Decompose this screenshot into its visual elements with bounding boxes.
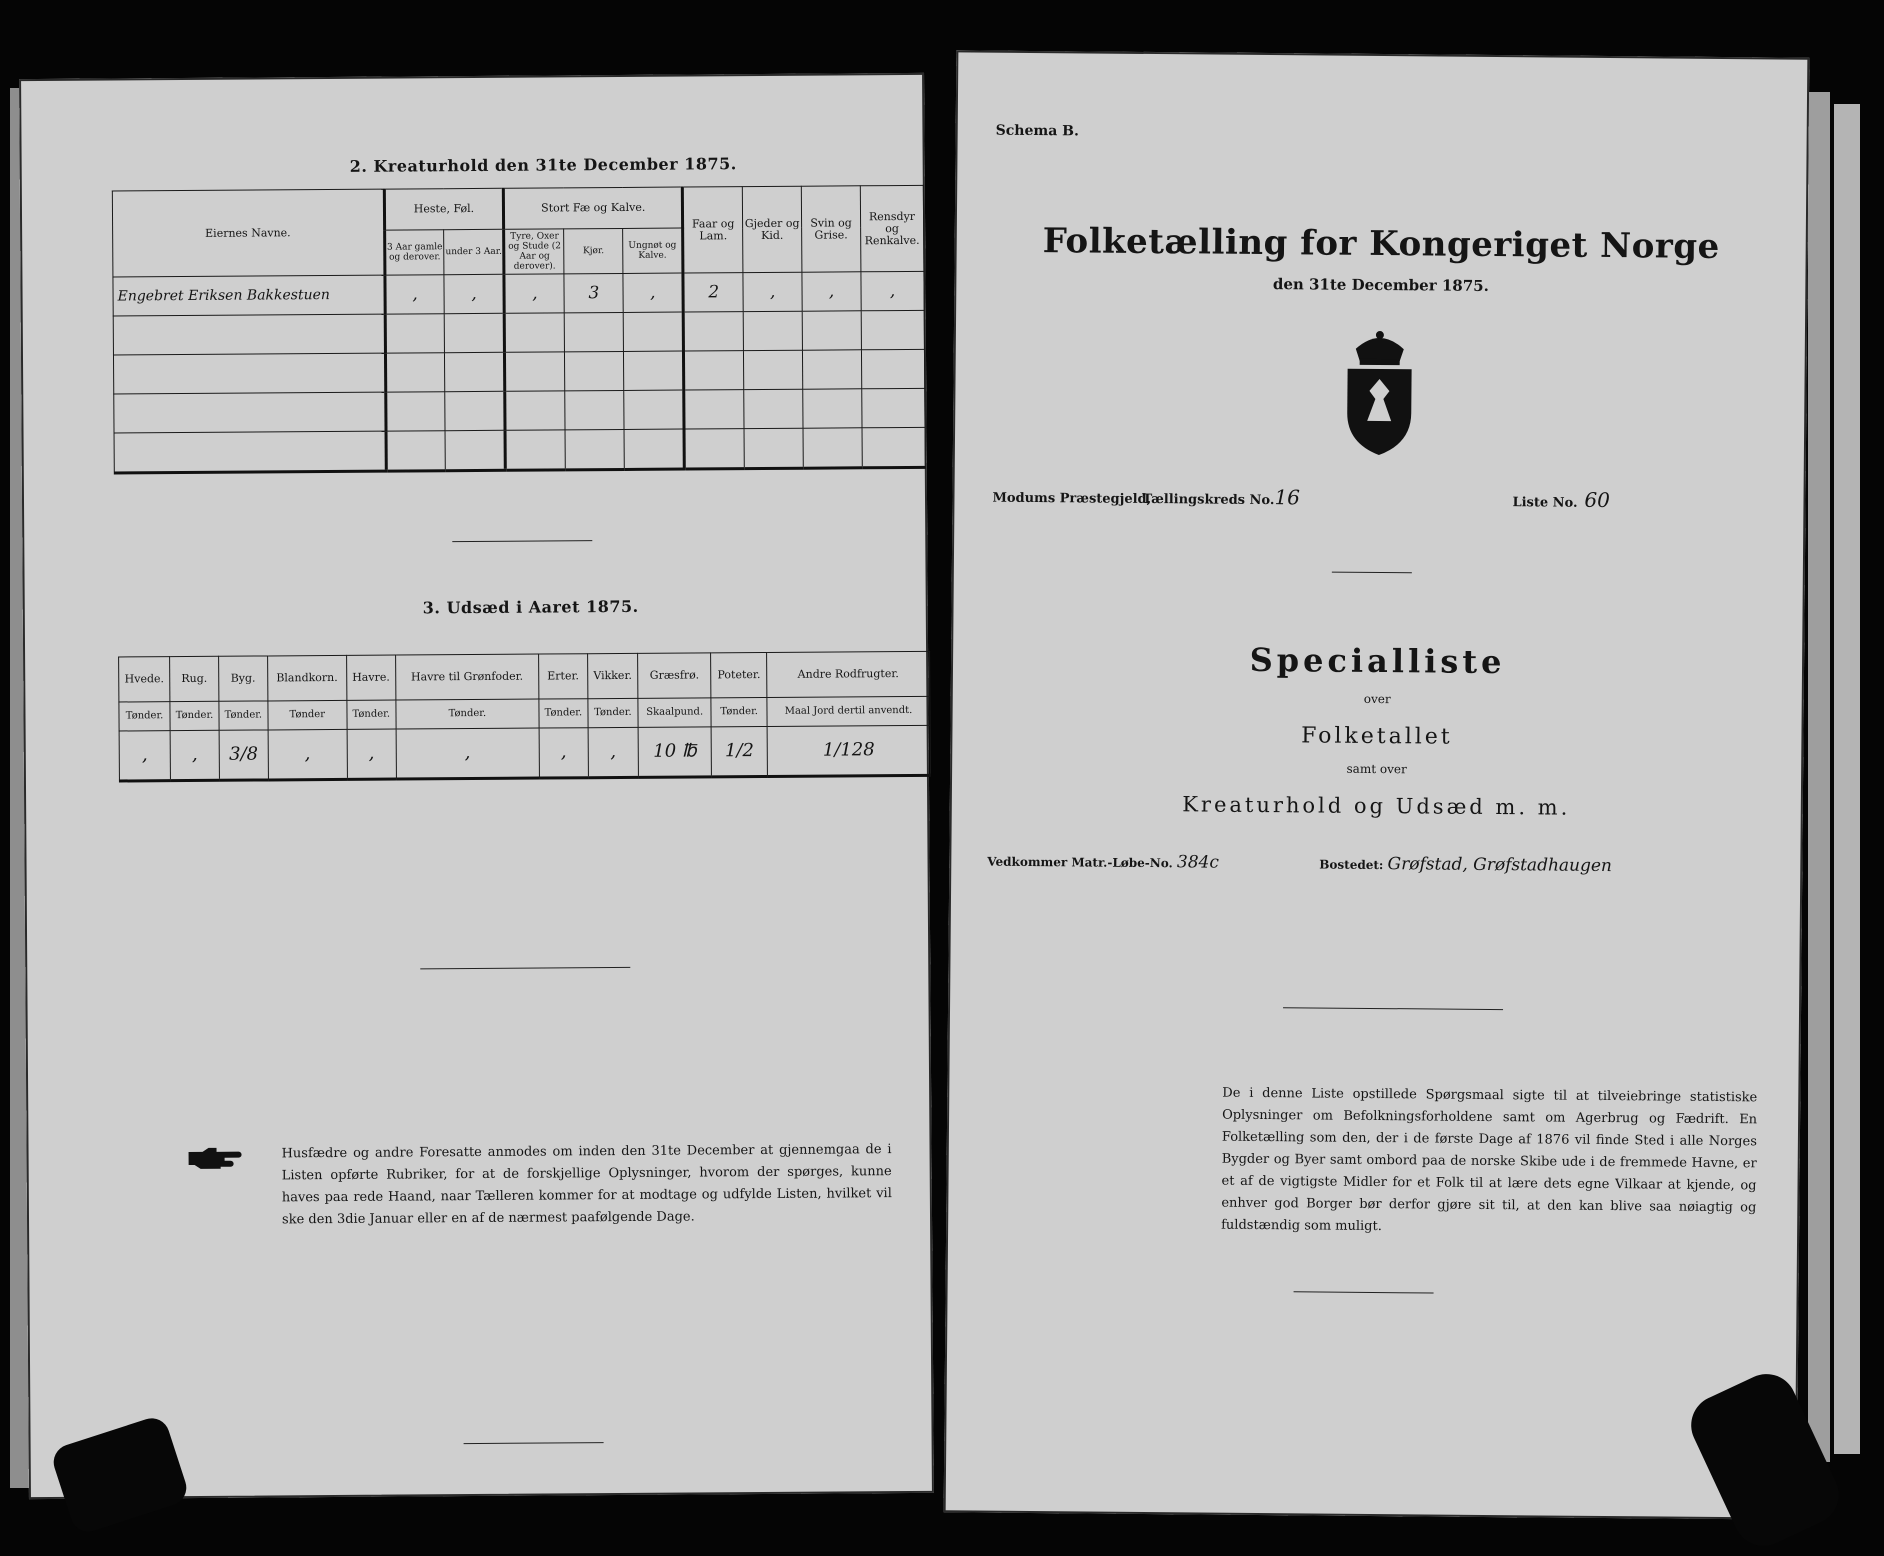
seed-value: 3/8 <box>219 730 268 780</box>
sheep-cell: 2 <box>683 273 743 312</box>
pigs-cell: , <box>802 272 861 311</box>
seed-value: 1/128 <box>767 725 930 776</box>
seed-header-grass-seed: Græsfrø. <box>638 653 712 699</box>
census-date: den 31te December 1875. <box>1272 275 1489 295</box>
divider <box>464 1442 604 1444</box>
seed-unit: Tønder. <box>219 701 268 730</box>
young-cattle-header: Ungnøt og Kalve. <box>623 228 683 273</box>
seed-header-peas: Erter. <box>539 654 588 699</box>
seed-header-root-crops: Andre Rodfrugter. <box>767 651 930 697</box>
census-purpose-notice: De i denne Liste opstillede Spørgsmaal sigte til at tilveiebringe statistiske Oplysninger om Befolkningsforholdene samt om Agerbrug og Fædrift. En Folketælling som den, der i de første Dage af 1876 vil finde Sted i alle Norges Bygder og Byer samt ombord paa de norske Skibe ude i de fremmede Havne, er et af de vigtigste Midler for et Folk til at lære dets egne Vilkaar at kjende, og enhver god Borger bør derfor gjøre sit til, at den kan blive saa nøiagtig og fuldstændig som muligt. <box>1221 1085 1758 1235</box>
seed-value: 10 ℔ <box>638 727 712 778</box>
seed-unit: Maal Jord dertil anvendt. <box>767 696 930 726</box>
bosted-value: Grøfstad, Grøfstadhaugen <box>1387 854 1613 877</box>
subtitle-over: over <box>1363 691 1391 707</box>
seed-unit: Tønder. <box>170 701 219 730</box>
district-label: Tællingskreds No. <box>1142 491 1275 509</box>
seed-value: , <box>170 730 219 780</box>
page-edge <box>1834 104 1860 1454</box>
horses-under3-header: under 3 Aar. <box>444 229 504 274</box>
goats-cell: , <box>743 272 802 311</box>
matr-line <box>987 851 1219 873</box>
seed-unit: Tønder. <box>119 702 170 731</box>
table-row <box>114 388 925 433</box>
seed-value: , <box>347 729 396 779</box>
seed-header-vetch: Vikker. <box>587 653 638 698</box>
seed-value: 1/2 <box>711 726 767 776</box>
left-page <box>19 73 934 1499</box>
reindeer-header: Rensdyr og Renkalve. <box>860 185 924 271</box>
special-list-title: Specialliste <box>1249 640 1506 682</box>
seed-value: , <box>268 729 347 780</box>
subtitle-kreaturhold: Kreaturhold og Udsæd m. m. <box>1182 792 1571 820</box>
subtitle-samt-over: samt over <box>1346 761 1407 777</box>
seed-value: , <box>539 728 588 778</box>
seed-header-rye: Rug. <box>170 656 219 701</box>
seed-unit: Tønder. <box>588 698 638 727</box>
seed-value: , <box>396 728 540 779</box>
seed-header-green-fodder: Havre til Grønfoder. <box>395 654 539 700</box>
instructions-notice: Husfædre og andre Foresatte anmodes om inden den 31te December at gjennemgaa de i Listen opførte Rubriker, for at de forskjellige Oplysninger, hvorom der spørges, kunne haves paa rede Haand, naar Tælleren kommer for at modtage og udfylde Listen, hvilket vil ske den 3die Januar eller en af de nærmest paafølgende Dage. <box>281 1142 892 1228</box>
divider <box>452 540 592 542</box>
sheep-header: Faar og Lam. <box>682 187 743 273</box>
coat-of-arms-icon <box>1333 329 1426 460</box>
seed-unit: Tønder. <box>711 697 767 726</box>
divider <box>1332 572 1412 574</box>
subtitle-folketallet: Folketallet <box>1301 723 1453 750</box>
bulls-cell: , <box>504 274 564 313</box>
seed-unit: Tønder. <box>539 699 588 728</box>
divider <box>1294 1291 1434 1293</box>
reindeer-cell: , <box>861 271 924 310</box>
seed-header-wheat: Hvede. <box>119 657 170 702</box>
horses-under3-cell: , <box>444 274 504 313</box>
seed-table <box>118 651 931 783</box>
seed-header-oats: Havre. <box>346 655 395 700</box>
cows-cell: 3 <box>564 273 623 312</box>
cows-header: Kjør. <box>564 228 623 273</box>
owner-cell: Engebret Eriksen Bakkestuen <box>113 275 385 316</box>
table-row <box>113 271 924 316</box>
owner-header: Eiernes Navne. <box>112 189 384 277</box>
bosted-line <box>1319 854 1612 877</box>
seed-header-potatoes: Poteter. <box>711 652 767 697</box>
bulls-header: Tyre, Oxer og Stude (2 Aar og derover). <box>504 229 564 274</box>
seed-heading: 3. Udsæd i Aaret 1875. <box>422 596 639 618</box>
schema-label: Schema B. <box>995 122 1079 140</box>
matr-label: Vedkommer Matr.-Løbe-No. <box>987 854 1173 871</box>
divider <box>1283 1007 1503 1010</box>
pointing-hand-icon <box>187 1146 243 1172</box>
livestock-heading: 2. Kreaturhold den 31te December 1875. <box>349 154 737 176</box>
census-title: Folketælling for Kongeriget Norge <box>1042 221 1720 267</box>
pigs-header: Svin og Grise. <box>801 186 861 272</box>
young-cattle-cell: , <box>623 273 683 312</box>
horses-3plus-cell: , <box>384 275 444 314</box>
seed-unit: Skaalpund. <box>638 698 712 728</box>
seed-value: , <box>588 727 639 777</box>
horses-3plus-header: 3 Aar gamle og derover. <box>384 230 444 275</box>
table-row <box>119 725 930 781</box>
page-edge <box>1808 92 1830 1462</box>
seed-value: , <box>119 731 170 781</box>
seed-header-barley: Byg. <box>219 656 268 701</box>
cattle-header: Stort Fæ og Kalve. <box>504 187 683 229</box>
seed-unit: Tønder. <box>396 699 539 729</box>
right-page <box>944 50 1810 1519</box>
parish-label: Modums Præstegjeld, <box>992 490 1152 508</box>
seed-unit: Tønder. <box>347 700 396 729</box>
bosted-label: Bostedet: <box>1319 857 1384 873</box>
table-row <box>113 310 924 355</box>
district-number: 16 <box>1274 485 1301 510</box>
seed-header-mixed-grain: Blandkorn. <box>267 655 346 701</box>
matr-number: 384c <box>1176 852 1220 873</box>
horses-header: Heste, Føl. <box>384 188 504 230</box>
table-row <box>113 349 924 394</box>
table-row <box>114 427 925 473</box>
seed-unit: Tønder <box>268 700 347 730</box>
livestock-table <box>112 185 926 475</box>
divider <box>420 967 630 969</box>
list-label: Liste No. <box>1512 495 1578 511</box>
goats-header: Gjeder og Kid. <box>742 186 802 272</box>
list-number: 60 <box>1584 487 1611 513</box>
